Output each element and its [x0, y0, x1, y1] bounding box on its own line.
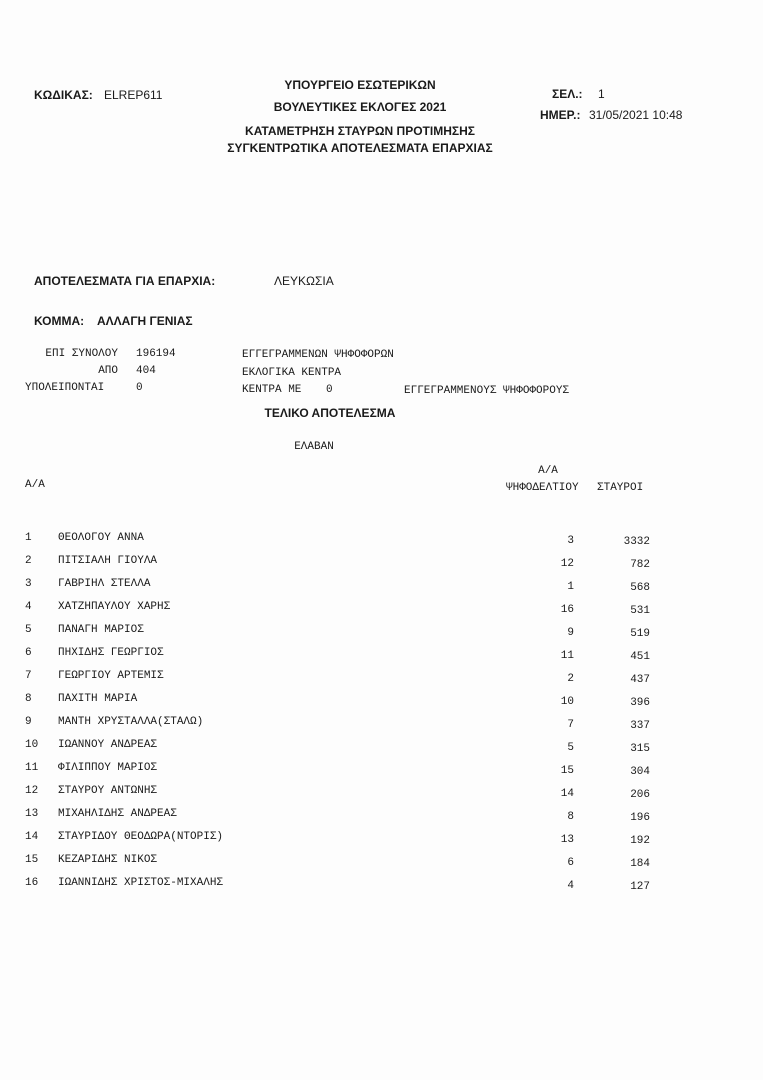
party-label: ΚΟΜΜΑ: [34, 314, 85, 328]
page-number: 1 [598, 87, 605, 101]
district-label: ΑΠΟΤΕΛΕΣΜΑΤΑ ΓΙΑ ΕΠΑΡΧΙΑ: [34, 274, 216, 288]
candidate-name: ΠΙΤΣΙΑΛΗ ΓΙΟΥΛΑ [58, 555, 158, 567]
candidate-name: ΠΑΝΑΓΗ ΜΑΡΙΟΣ [58, 624, 144, 636]
party-value: ΑΛΛΑΓΗ ΓΕΝΙΑΣ [97, 314, 193, 328]
ballot-number: 8 [567, 811, 574, 823]
vote-count: 304 [630, 766, 650, 778]
candidate-name: ΓΕΩΡΓΙΟΥ ΑΡΤΕΜΙΣ [58, 670, 164, 682]
ballot-number: 14 [560, 788, 574, 800]
ballot-number: 9 [567, 627, 574, 639]
total-desc: ΕΓΓΕΓΡΑΜΜΕΝΩΝ ΨΗΦΟΦΟΡΩΝ [242, 349, 394, 361]
row-aa: 16 [25, 877, 39, 889]
ballot-number: 3 [567, 535, 574, 547]
vote-count: 206 [630, 789, 650, 801]
candidate-name: ΦΙΛΙΠΠΟΥ ΜΑΡΙΟΣ [58, 762, 158, 774]
ballot-number: 4 [567, 880, 574, 892]
vote-count: 782 [630, 559, 650, 571]
centers-value: 0 [326, 384, 333, 396]
row-aa: 3 [25, 578, 32, 590]
centers-label: ΚΕΝΤΡΑ ΜΕ [242, 384, 302, 396]
ballot-number: 16 [560, 604, 574, 616]
row-aa: 8 [25, 693, 32, 705]
ballot-number: 1 [567, 581, 574, 593]
candidate-name: ΙΩΑΝΝΙΔΗΣ ΧΡΙΣΤΟΣ-ΜΙΧΑΛΗΣ [58, 877, 224, 889]
row-aa: 10 [25, 739, 39, 751]
ballot-number: 2 [567, 673, 574, 685]
column-header-aa: Α/Α [25, 479, 45, 491]
candidate-name: ΠΗΧΙΔΗΣ ΓΕΩΡΓΙΟΣ [58, 647, 164, 659]
row-aa: 9 [25, 716, 32, 728]
row-aa: 14 [25, 831, 39, 843]
district-value: ΛΕΥΚΩΣΙΑ [274, 274, 334, 288]
row-aa: 4 [25, 601, 32, 613]
vote-count: 315 [630, 743, 650, 755]
candidate-name: ΘΕΟΛΟΓΟΥ ΑΝΝΑ [58, 532, 144, 544]
report-subtitle: ΣΥΓΚΕΝΤΡΩΤΙΚΑ ΑΠΟΤΕΛΕΣΜΑΤΑ ΕΠΑΡΧΙΑΣ [227, 141, 493, 155]
row-aa: 13 [25, 808, 39, 820]
row-aa: 7 [25, 670, 32, 682]
vote-count: 196 [630, 812, 650, 824]
report-title: ΚΑΤΑΜΕΤΡΗΣΗ ΣΤΑΥΡΩΝ ΠΡΟΤΙΜΗΣΗΣ [245, 124, 475, 138]
row-aa: 2 [25, 555, 32, 567]
candidate-name: ΜΙΧΑΗΛΙΔΗΣ ΑΝΔΡΕΑΣ [58, 808, 177, 820]
column-header-ballot-top: Α/Α [538, 465, 558, 477]
column-header-ballot: ΨΗΦΟΔΕΛΤΙΟΥ [506, 482, 579, 494]
row-aa: 12 [25, 785, 39, 797]
remaining-label: ΥΠΟΛΕΙΠΟΝΤΑΙ [25, 382, 105, 394]
total-value: 196194 [136, 348, 176, 360]
page-label: ΣΕΛ.: [552, 87, 583, 101]
row-aa: 15 [25, 854, 39, 866]
election-title: ΒΟΥΛΕΥΤΙΚΕΣ ΕΚΛΟΓΕΣ 2021 [273, 100, 447, 114]
code-label: ΚΩΔΙΚΑΣ: [34, 88, 93, 102]
vote-count: 192 [630, 835, 650, 847]
centers-desc: ΕΓΓΕΓΡΑΜΜΕΝΟΥΣ ΨΗΦΟΦΟΡΟΥΣ [404, 385, 570, 397]
date-label: ΗΜΕΡ.: [540, 108, 581, 122]
received-heading: ΕΛΑΒΑΝ [294, 441, 334, 453]
candidate-name: ΓΑΒΡΙΗΛ ΣΤΕΛΛΑ [58, 578, 151, 590]
from-label: ΑΠΟ [98, 365, 118, 377]
remaining-value: 0 [136, 382, 143, 394]
ministry-title: ΥΠΟΥΡΓΕΙΟ ΕΣΩΤΕΡΙΚΩΝ [284, 78, 436, 92]
from-value: 404 [136, 365, 156, 377]
ballot-number: 5 [567, 742, 574, 754]
candidate-name: ΣΤΑΥΡΙΔΟΥ ΘΕΟΔΩΡΑ(ΝΤΟΡΙΣ) [58, 831, 224, 843]
row-aa: 11 [25, 762, 39, 774]
ballot-number: 10 [560, 696, 574, 708]
vote-count: 396 [630, 697, 650, 709]
column-header-votes: ΣΤΑΥΡΟΙ [597, 482, 644, 494]
ballot-number: 11 [560, 650, 574, 662]
code-value: ELREP611 [104, 88, 163, 102]
row-aa: 1 [25, 532, 32, 544]
from-desc: ΕΚΛΟΓΙΚΑ ΚΕΝΤΡΑ [242, 367, 342, 379]
candidate-name: ΧΑΤΖΗΠΑΥΛΟΥ ΧΑΡΗΣ [58, 601, 171, 613]
vote-count: 519 [630, 628, 650, 640]
total-label: ΕΠΙ ΣΥΝΟΛΟΥ [45, 348, 118, 360]
vote-count: 437 [630, 674, 650, 686]
vote-count: 451 [630, 651, 650, 663]
row-aa: 6 [25, 647, 32, 659]
candidate-name: ΣΤΑΥΡΟΥ ΑΝΤΩΝΗΣ [58, 785, 158, 797]
vote-count: 531 [630, 605, 650, 617]
ballot-number: 13 [560, 834, 574, 846]
final-result-heading: ΤΕΛΙΚΟ ΑΠΟΤΕΛΕΣΜΑ [264, 406, 396, 420]
candidate-name: ΜΑΝΤΗ ΧΡΥΣΤΑΛΛΑ(ΣΤΑΛΩ) [58, 716, 204, 728]
ballot-number: 15 [560, 765, 574, 777]
ballot-number: 6 [567, 857, 574, 869]
date-value: 31/05/2021 10:48 [589, 108, 683, 122]
vote-count: 184 [630, 858, 650, 870]
ballot-number: 12 [560, 558, 574, 570]
candidate-name: ΙΩΑΝΝΟΥ ΑΝΔΡΕΑΣ [58, 739, 158, 751]
vote-count: 337 [630, 720, 650, 732]
vote-count: 127 [630, 881, 650, 893]
vote-count: 568 [630, 582, 650, 594]
candidate-name: ΚΕΖΑΡΙΔΗΣ ΝΙΚΟΣ [58, 854, 158, 866]
candidate-name: ΠΑΧΙΤΗ ΜΑΡΙΑ [58, 693, 138, 705]
ballot-number: 7 [567, 719, 574, 731]
vote-count: 3332 [623, 536, 650, 548]
row-aa: 5 [25, 624, 32, 636]
